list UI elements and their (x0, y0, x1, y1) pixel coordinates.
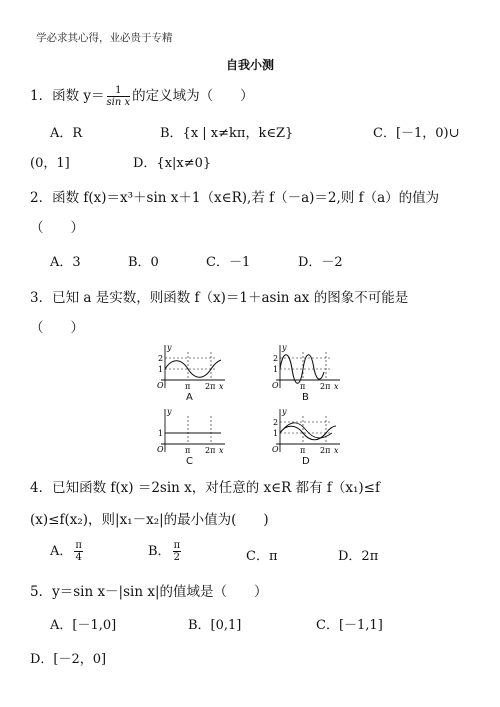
q2-option-c: C．－1 (206, 255, 251, 270)
q1-option-b: B．{x | x≠kπ，k∈Z} (160, 126, 294, 141)
svg-text:1: 1 (158, 429, 164, 438)
graph-c-y-label: y (167, 407, 172, 416)
svg-text:2: 2 (273, 354, 279, 363)
q4-option-a-denominator: 4 (75, 552, 82, 563)
q5-option-b: B．[0,1] (188, 618, 242, 633)
graph-b-tick-pi: π (300, 382, 306, 390)
q1-stem-b: 的定义域为（ ） (132, 88, 254, 104)
q1-option-c: C．[－1，0)∪ (373, 126, 460, 141)
question-1-stem (30, 84, 254, 108)
graph-a (155, 342, 227, 390)
q4-option-a-fraction (74, 540, 83, 563)
question-2-stem: 2．函数 f(x)＝x³＋sin x＋1（x∈R),若 f（－a)＝2,则 f（a）的值为 (30, 190, 440, 206)
graph-c-origin: O (157, 445, 164, 454)
q4-option-b-numerator: π (173, 540, 181, 551)
graph-a-y-label: y (167, 343, 172, 352)
page-title: 自我小测 (225, 58, 274, 72)
graph-c-tick-2pi: 2π (205, 446, 216, 454)
graph-d-tick-2pi: 2π (320, 446, 331, 454)
graph-d-x-label: x (334, 446, 339, 454)
q2-option-d: D．－2 (298, 255, 343, 270)
question-3-stem-cont: （ ） (30, 320, 84, 336)
q5-option-d: D．[－2，0] (30, 652, 107, 667)
graph-d-label: D (302, 456, 310, 467)
graph-b (270, 342, 342, 390)
q1-option-a: A．R (50, 126, 83, 141)
q1-fraction (107, 85, 131, 108)
svg-text:2: 2 (273, 418, 279, 427)
graph-b-tick-2pi: 2π (320, 382, 331, 390)
svg-text:1: 1 (273, 365, 279, 374)
q2-option-b: B．0 (128, 255, 159, 270)
question-4-stem: 4．已知函数 f(x) ＝2sin x，对任意的 x∈R 都有 f（x₁)≤f (30, 480, 380, 496)
graph-a-tick-pi: π (185, 382, 191, 390)
q1-stem-a: 1．函数 y＝ (30, 88, 105, 104)
question-5-stem: 5．y＝sin x－|sin x|的值域是（ ） (30, 584, 268, 600)
q4-option-c: C．π (246, 549, 278, 564)
graph-c-label: C (186, 456, 193, 467)
graph-d-y-label: y (282, 407, 287, 416)
q4-option-a (50, 540, 85, 563)
question-4-stem-cont: (x)≤f(x₂)，则|x₁－x₂|的最小值为( ) (30, 512, 269, 528)
q4-option-b-fraction (173, 540, 182, 563)
svg-text:2: 2 (158, 354, 164, 363)
graph-c (155, 406, 227, 454)
page-header-motto: 学必求其心得，业必贵于专精 (36, 32, 173, 44)
graph-c-tick-pi: π (185, 446, 191, 454)
question-2-stem-cont: （ ） (30, 220, 84, 236)
q4-option-b-denominator: 2 (173, 552, 181, 563)
graph-b-origin: O (272, 381, 279, 390)
question-3-stem: 3．已知 a 是实数，则函数 f（x)＝1＋asin ax 的图象不可能是 (30, 290, 409, 306)
graph-a-tick-2pi: 2π (205, 382, 216, 390)
q4-option-a-prefix: A． (50, 544, 73, 559)
q4-option-a-numerator: π (75, 540, 82, 551)
graph-b-y-label: y (282, 343, 287, 352)
q1-fraction-denominator: sin x (106, 97, 131, 108)
graph-c-x-label: x (219, 446, 224, 454)
q1-option-d: D．{x|x≠0} (133, 156, 212, 171)
svg-text:1: 1 (158, 365, 164, 374)
graph-a-label: A (186, 392, 193, 403)
q4-option-d: D．2π (338, 549, 379, 564)
q5-option-c: C．[－1,1] (316, 618, 383, 633)
graph-d-origin: O (272, 445, 279, 454)
graph-b-x-label: x (334, 382, 339, 390)
q4-option-b-prefix: B． (148, 544, 171, 559)
q2-option-a: A．3 (50, 255, 81, 270)
q4-option-b (148, 540, 183, 563)
graph-d (270, 406, 342, 454)
svg-text:1: 1 (273, 429, 279, 438)
graph-d-tick-pi: π (300, 446, 306, 454)
q5-option-a: A．[－1,0] (50, 618, 117, 633)
graph-a-x-label: x (219, 382, 224, 390)
graph-b-label: B (302, 392, 309, 403)
graph-a-origin: O (157, 381, 164, 390)
q1-fraction-numerator: 1 (107, 85, 131, 97)
q1-option-c-cont: (0，1] (30, 156, 70, 171)
